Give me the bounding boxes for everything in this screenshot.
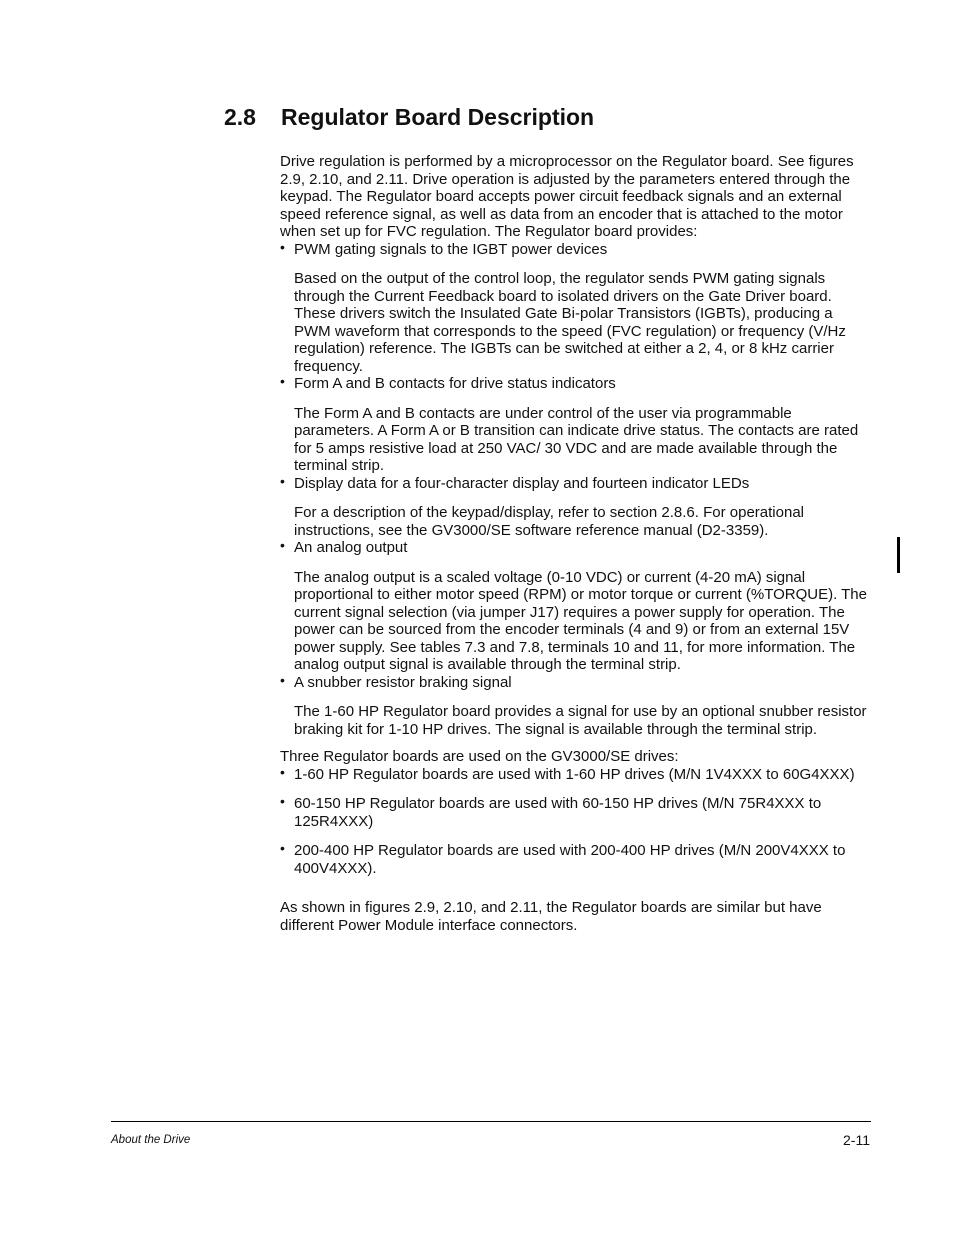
section-title: Regulator Board Description [281, 104, 595, 130]
bullet-icon: • [280, 238, 285, 255]
board-text: 1-60 HP Regulator boards are used with 1-60 HP drives (M/N 1V4XXX to 60G4XXX) [294, 765, 855, 783]
body-content [280, 153, 870, 934]
footer-divider [111, 1121, 871, 1122]
board-text: 60-150 HP Regulator boards are used with 60-150 HP drives (M/N 75R4XXX to 125R4XXX) [294, 795, 822, 830]
feature-bullet [280, 375, 870, 393]
feature-bullet [280, 238, 870, 259]
feature-description: Based on the output of the control loop, the regulator sends PWM gating signals through the Current Feedback board to isolated drivers on the Gate Driver board. These drivers switch the Insulated Gate Bi-polar Transistors (IGBTs), producing a PWM waveform that corresponds to the speed (FVC regulation) or frequency (V/Hz regulation) reference. The IGBTs can be switched at either a 2, 4, or 8 kHz carrier frequency. [294, 270, 846, 375]
section-number: 2.8 [224, 104, 256, 130]
feature-description: For a description of the keypad/display, refer to section 2.8.6. For operational instructions, see the GV3000/SE software reference manual (D2-3359). [294, 504, 804, 539]
feature-label: An analog output [294, 539, 408, 556]
feature-description: The 1-60 HP Regulator board provides a signal for use by an optional snubber resistor braking kit for 1-10 HP drives. The signal is available through the terminal strip. [294, 703, 867, 738]
board-bullet [280, 763, 870, 784]
feature-label: Form A and B contacts for drive status indicators [294, 375, 616, 392]
bullet-icon: • [280, 472, 285, 489]
section-heading [224, 104, 594, 131]
footer-chapter-title: About the Drive [111, 1134, 191, 1146]
revision-change-bar [897, 537, 900, 573]
board-text: 200-400 HP Regulator boards are used with 200-400 HP drives (M/N 200V4XXX to 400V4XXX). [294, 842, 846, 877]
bullet-icon: • [280, 763, 285, 780]
feature-label: PWM gating signals to the IGBT power devices [294, 240, 608, 258]
feature-bullet [280, 539, 870, 557]
board-bullet [280, 842, 870, 877]
feature-description: The Form A and B contacts are under control of the user via programmable parameters. A Form A or B transition can indicate drive status. The contacts are rated for 5 amps resistive load at 250 VAC/ 30 VDC and are made available through the terminal strip. [294, 404, 859, 474]
feature-label: Display data for a four-character display and fourteen indicator LEDs [294, 474, 750, 492]
intro-paragraph: Drive regulation is performed by a microprocessor on the Regulator board. See figures 2.9, 2.10, and 2.11. Drive operation is adjusted by the parameters entered through the keypad. The Regulator board accepts power circuit feedback signals and an external speed reference signal, as well as data from an encoder that is attached to the motor when set up for FVC regulation. The Regulator board provides: [280, 153, 854, 240]
feature-label: A snubber resistor braking signal [294, 673, 512, 691]
bullet-icon: • [280, 671, 285, 688]
bullet-icon: • [280, 537, 285, 553]
closing-paragraph: As shown in figures 2.9, 2.10, and 2.11, the Regulator boards are similar but have different Power Module interface connectors. [280, 899, 822, 934]
bullet-icon: • [280, 373, 285, 389]
feature-bullet [280, 671, 870, 692]
feature-bullet [280, 472, 870, 493]
bullet-icon: • [280, 793, 285, 809]
board-bullet [280, 795, 870, 830]
footer-page-number: 2-11 [843, 1132, 870, 1148]
bullet-icon: • [280, 840, 285, 856]
feature-description: The analog output is a scaled voltage (0-10 VDC) or current (4-20 mA) signal proportional to either motor speed (RPM) or motor torque or current (%TORQUE). The current signal selection (via jumper J17) requires a power supply for operation. The power can be sourced from the encoder terminals (4 and 9) or from an external 15V power supply. See tables 7.3 and 7.8, terminals 10 and 11, for more information. The analog output signal is available through the terminal strip. [294, 568, 867, 673]
boards-intro: Three Regulator boards are used on the GV3000/SE drives: [280, 748, 679, 765]
